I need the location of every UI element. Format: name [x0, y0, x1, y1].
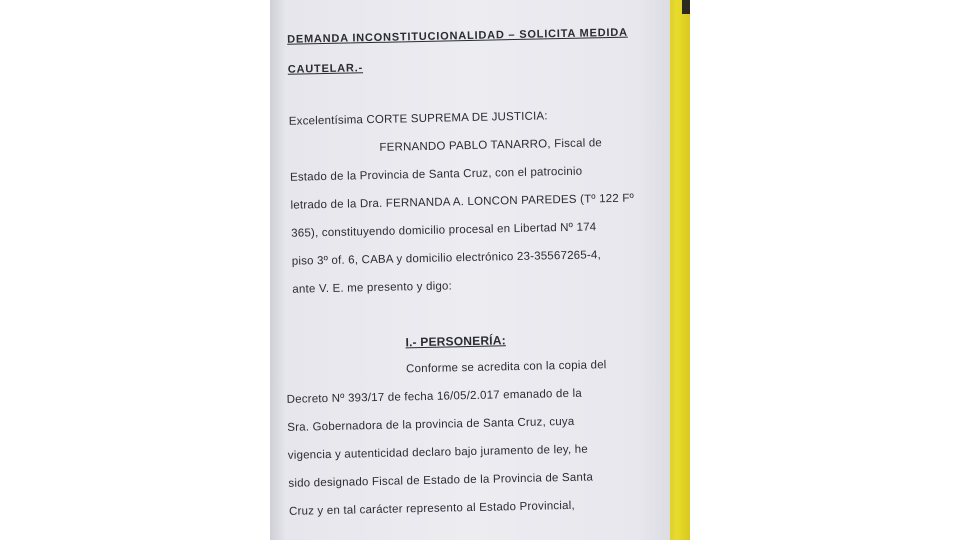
intro-line-2: Estado de la Provincia de Santa Cruz, con el patrocinio [289, 165, 583, 184]
document-title-line-1: DEMANDA INCONSTITUCIONALIDAD – SOLICITA MEDIDA [287, 26, 628, 46]
intro-line-6: ante V. E. me presento y digo: [292, 280, 453, 296]
body-line-5: sido designado Fiscal de Estado de la Provincia de Santa [288, 471, 594, 490]
body-line-1: Conforme se acredita con la copia del [405, 359, 607, 376]
intro-line-5: piso 3º of. 6, CABA y domicilio electrónico 23-35567265-4, [291, 249, 602, 268]
background-corner [682, 0, 690, 14]
intro-line-3: letrado de la Dra. FERNANDA A. LONCON PAREDES (Tº 122 Fº [290, 192, 635, 212]
document-title-line-2: CAUTELAR.- [287, 62, 364, 76]
body-line-3: Sra. Gobernadora de la provincia de Santa Cruz, cuya [287, 415, 575, 434]
body-line-6: Cruz y en tal carácter represento al Estado Provincial, [288, 499, 575, 518]
intro-line-1: FERNANDO PABLO TANARRO, Fiscal de [379, 137, 603, 154]
body-line-2: Decreto Nº 393/17 de fecha 16/05/2.017 emanado de la [286, 387, 583, 406]
section-title-personeria: I.- PERSONERÍA: [405, 333, 506, 350]
document-page [270, 0, 670, 540]
document-content [270, 0, 670, 540]
intro-line-4: 365), constituyendo domicilio procesal en Libertad Nº 174 [291, 221, 597, 240]
body-line-4: vigencia y autenticidad declaro bajo juramento de ley, he [287, 443, 589, 462]
salutation: Excelentísima CORTE SUPREMA DE JUSTICIA: [288, 110, 548, 128]
